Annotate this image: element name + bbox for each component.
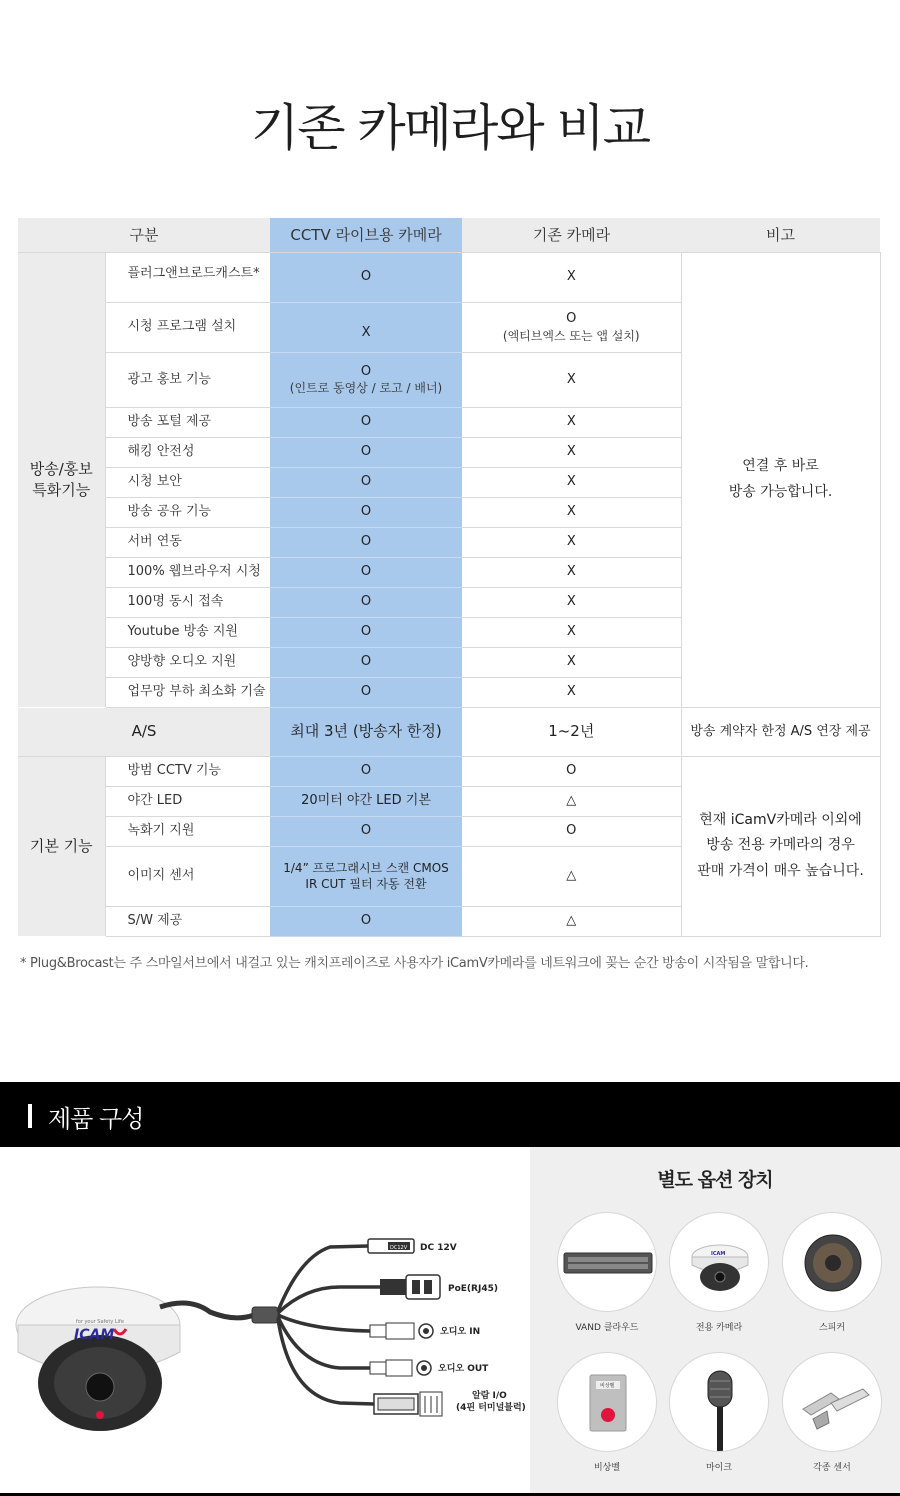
option-label: 스피커 (818, 1323, 846, 1333)
feature-cell: 해킹 안전성 (105, 437, 270, 467)
note-line: 현재 iCamV카메라 이외에 (699, 812, 862, 829)
legacy-cell: X (462, 557, 681, 587)
live-line: 1/4” 프로그래시브 스캔 CMOS (283, 860, 449, 875)
group-label-basic: 기본 기능 (18, 756, 105, 936)
section-marker (28, 1104, 32, 1128)
camera-brand: ICAM (74, 1327, 115, 1343)
legacy-cell: X (462, 352, 681, 407)
live-cell: O (270, 467, 462, 497)
live-subtext: (인트로 동영상 / 로고 / 배너) (289, 381, 443, 396)
feature-cell: 방송 공유 기능 (105, 497, 270, 527)
as-live-cell: 최대 3년 (방송자 한정) (270, 707, 462, 756)
live-cell: O (270, 557, 462, 587)
table-row (18, 756, 880, 786)
page-title: 기존 카메라와 비교 (250, 99, 650, 157)
live-value: O (360, 363, 372, 379)
feature-cell: 방송 포털 제공 (105, 407, 270, 437)
live-cell: O (270, 407, 462, 437)
note-line: 판매 가격이 매우 높습니다. (697, 862, 864, 879)
legacy-cell: X (462, 252, 681, 302)
legacy-cell: X (462, 647, 681, 677)
legacy-cell: O (462, 756, 681, 786)
alarm-panel-text: 비상벨 (600, 1383, 615, 1389)
footnote: * Plug&Brocast는 주 스마일서브에서 내걸고 있는 캐치프레이즈로 사용자가 iCamV카메라를 네트워크에 꽂는 순간 방송이 시작됨을 말합니다. (20, 956, 809, 971)
option-label: 마이크 (705, 1463, 733, 1473)
as-note-cell: 방송 계약자 한정 A/S 연장 제공 (681, 707, 880, 756)
legacy-cell (462, 302, 681, 352)
label-audio-in: 오디오 IN (440, 1327, 481, 1337)
header-live-camera: CCTV 라이브용 카메라 (270, 218, 462, 252)
feature-cell: 업무망 부하 최소화 기술 (105, 677, 270, 707)
live-cell: O (270, 587, 462, 617)
legacy-cell: △ (462, 786, 681, 816)
options-title: 별도 옵션 장치 (657, 1169, 773, 1191)
feature-cell: 시청 프로그램 설치 (105, 302, 270, 352)
dc-connector-icon (368, 1239, 414, 1253)
audio-out-connector-icon (370, 1360, 431, 1376)
live-cell: O (270, 677, 462, 707)
feature-cell: 녹화기 지원 (105, 816, 270, 846)
feature-cell: 양방향 오디오 지원 (105, 647, 270, 677)
live-cell: O (270, 252, 462, 302)
option-item (782, 1212, 882, 1333)
option-label: 비상벨 (593, 1463, 621, 1473)
label-dc: DC 12V (420, 1243, 457, 1253)
dome-camera-icon (16, 1287, 180, 1431)
option-item (782, 1352, 882, 1473)
table-header-row (18, 218, 880, 252)
live-cell: X (270, 302, 462, 352)
live-cell: O (270, 497, 462, 527)
live-cell (270, 352, 462, 407)
rj45-connector-icon (380, 1275, 440, 1299)
label-poe: PoE(RJ45) (448, 1284, 498, 1294)
comparison-table (18, 218, 881, 937)
option-item (557, 1212, 657, 1333)
note-cell-basic (681, 756, 880, 936)
note-cell-broadcast (681, 252, 880, 707)
live-cell: O (270, 906, 462, 936)
feature-cell: 서버 연동 (105, 527, 270, 557)
option-label: VAND 클라우드 (575, 1323, 639, 1333)
feature-cell: 이미지 센서 (105, 846, 270, 906)
option-label: 각종 센서 (813, 1463, 851, 1473)
mini-camera-brand: ICAM (711, 1251, 726, 1257)
connector-diagram-svg (0, 1147, 530, 1496)
feature-cell: 광고 홍보 기능 (105, 352, 270, 407)
legacy-cell: X (462, 587, 681, 617)
label-alarm: 알람 I/O (472, 1391, 507, 1401)
option-item (557, 1352, 657, 1473)
as-row (18, 707, 880, 756)
as-label: A/S (18, 707, 270, 756)
live-cell: O (270, 756, 462, 786)
option-item (669, 1352, 769, 1473)
legacy-value: O (566, 311, 577, 327)
live-cell: O (270, 816, 462, 846)
legacy-cell: △ (462, 846, 681, 906)
label-alarm-sub: (4핀 터미널블럭) (456, 1403, 526, 1413)
legacy-cell: X (462, 617, 681, 647)
sensor-icon (782, 1352, 882, 1452)
live-cell: O (270, 617, 462, 647)
dc-plug-text: DC12V (390, 1245, 408, 1251)
group-label-line: 방송/홍보 (29, 460, 93, 479)
live-cell (270, 846, 462, 906)
group-label-broadcast (18, 252, 105, 707)
feature-cell: S/W 제공 (105, 906, 270, 936)
feature-cell: 시청 보안 (105, 467, 270, 497)
live-line: IR CUT 필터 자동 전환 (305, 877, 427, 891)
product-section-bar (0, 1082, 900, 1147)
feature-cell: 방범 CCTV 기능 (105, 756, 270, 786)
live-cell: O (270, 647, 462, 677)
camera-tagline: for your Safety Life (76, 1319, 124, 1325)
note-line: 연결 후 바로 (742, 458, 819, 475)
legacy-cell: X (462, 497, 681, 527)
option-label: 전용 카메라 (695, 1323, 743, 1333)
table-row (18, 252, 880, 302)
header-legacy-camera: 기존 카메라 (462, 218, 681, 252)
label-audio-out: 오디오 OUT (438, 1364, 489, 1374)
legacy-cell: X (462, 407, 681, 437)
as-legacy-cell: 1~2년 (462, 707, 681, 756)
note-line: 방송 가능합니다. (728, 483, 833, 500)
alarm-terminal-icon (374, 1392, 442, 1416)
legacy-cell: X (462, 677, 681, 707)
alarm-bell-icon (557, 1352, 657, 1452)
live-cell: 20미터 야간 LED 기본 (270, 786, 462, 816)
group-label-line: 특화기능 (32, 480, 91, 499)
audio-in-connector-icon (370, 1323, 433, 1339)
microphone-icon (669, 1352, 769, 1452)
header-note: 비고 (681, 218, 880, 252)
legacy-cell: X (462, 437, 681, 467)
note-line: 방송 전용 카메라의 경우 (706, 837, 855, 854)
header-category: 구분 (18, 218, 270, 252)
camera-icon (669, 1212, 769, 1312)
feature-cell: 100명 동시 접속 (105, 587, 270, 617)
feature-cell: 플러그앤브로드캐스트* (105, 252, 270, 302)
speaker-icon (782, 1212, 882, 1312)
live-cell: O (270, 437, 462, 467)
feature-cell: 100% 웹브라우저 시청 (105, 557, 270, 587)
legacy-subtext: (엑티브엑스 또는 앱 설치) (502, 328, 640, 343)
legacy-cell: X (462, 467, 681, 497)
legacy-cell: O (462, 816, 681, 846)
product-diagram (0, 1147, 530, 1496)
option-item (669, 1212, 769, 1333)
feature-cell: 야간 LED (105, 786, 270, 816)
live-cell: O (270, 527, 462, 557)
server-icon (557, 1212, 657, 1312)
options-panel (530, 1147, 900, 1496)
feature-cell: Youtube 방송 지원 (105, 617, 270, 647)
legacy-cell: X (462, 527, 681, 557)
section-title: 제품 구성 (48, 1105, 144, 1133)
legacy-cell: △ (462, 906, 681, 936)
